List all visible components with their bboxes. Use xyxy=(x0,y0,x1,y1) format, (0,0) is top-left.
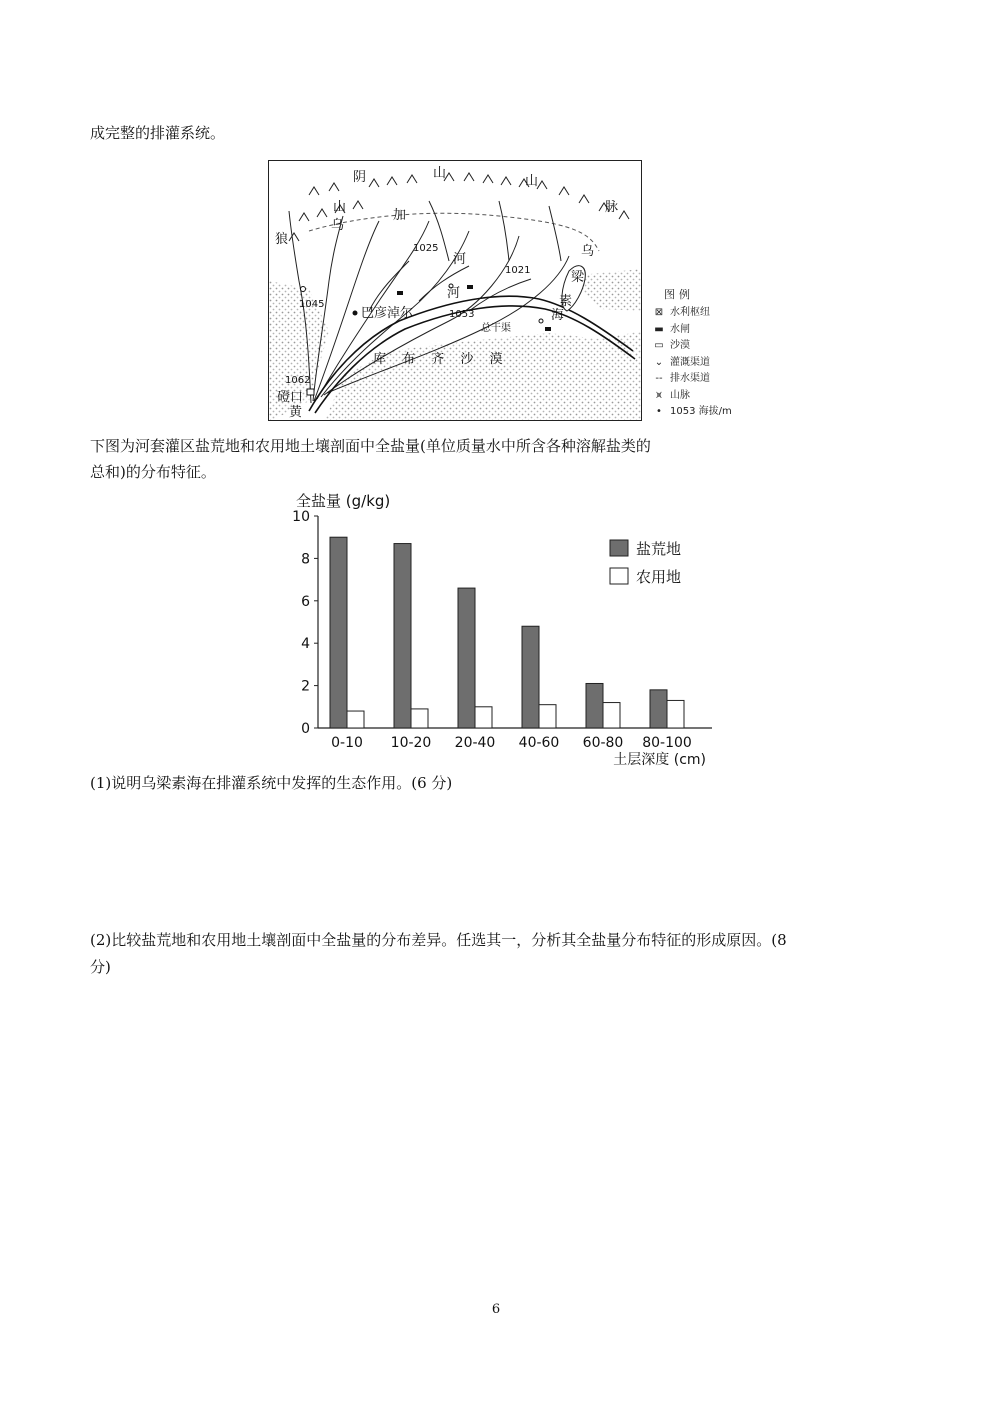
legend-label: 水利枢纽 xyxy=(670,307,710,318)
legend-symbol-icon: ▬ xyxy=(654,323,664,335)
bar xyxy=(458,588,475,728)
legend-entry: 盐荒地 xyxy=(636,540,682,558)
paragraph-line-1: 下图为河套灌区盐荒地和农用地土壤剖面中全盐量(单位质量水中所含各种溶解盐类的 xyxy=(90,437,651,455)
x-tick-label: 40-60 xyxy=(518,735,560,751)
map-svg xyxy=(269,161,642,421)
kubuqi-desert-area xyxy=(324,331,642,421)
bar xyxy=(650,690,667,728)
x-axis-label: 土层深度 (cm) xyxy=(613,752,706,768)
bar xyxy=(475,707,492,728)
bar xyxy=(394,544,411,728)
legend-swatch xyxy=(610,540,628,556)
x-tick-label: 20-40 xyxy=(454,735,496,751)
bar xyxy=(347,711,364,728)
hydro-hub-icon xyxy=(307,389,314,395)
y-tick-label: 0 xyxy=(301,721,310,737)
label-desert: 库 布 齐 沙 漠 xyxy=(373,352,509,367)
legend-label: 1053 海拔/m xyxy=(670,406,732,417)
legend-item xyxy=(652,323,690,337)
y-tick-label: 2 xyxy=(301,678,310,695)
legend-title: 图例 xyxy=(664,288,694,301)
label-wu2: 乌 xyxy=(581,244,595,259)
legend-symbol-icon: ▭ xyxy=(654,340,664,351)
label-su: 素 xyxy=(559,294,573,309)
city-point xyxy=(353,311,358,316)
label-shan2: 山 xyxy=(525,174,539,189)
bar xyxy=(522,626,539,728)
sluice-icon xyxy=(467,285,473,289)
x-tick-label: 10-20 xyxy=(390,735,432,751)
label-huang: 黄 xyxy=(289,405,303,420)
label-zongganqu: 总干渠 xyxy=(481,323,511,334)
elevation-point xyxy=(301,287,306,292)
label-dengkou: 磴口 xyxy=(277,390,304,405)
y-axis-label: 全盐量 (g/kg) xyxy=(296,492,391,510)
sluice-icon xyxy=(545,327,551,331)
map-legend xyxy=(648,284,738,420)
legend-label: 排水渠道 xyxy=(670,373,710,384)
legend-symbol-icon: -‐ xyxy=(655,373,663,384)
legend-item xyxy=(652,389,690,403)
legend-symbol-icon: • xyxy=(656,406,662,417)
bar xyxy=(603,703,620,728)
label-he2: 河 xyxy=(447,286,461,301)
salt-content-chart xyxy=(288,488,728,773)
legend-item xyxy=(652,372,710,386)
legend-label: 山脉 xyxy=(670,389,690,401)
elevation-point xyxy=(539,319,543,323)
bar xyxy=(330,537,347,728)
label-bayannaoer: 巴彦淖尔 xyxy=(361,306,414,321)
legend-item xyxy=(652,405,732,419)
label-jia: 加 xyxy=(393,208,407,223)
label-liang: 梁 xyxy=(571,270,585,285)
elevation-1021: 1021 xyxy=(505,265,531,276)
x-tick-label: 0-10 xyxy=(331,735,363,751)
elevation-1045: 1045 xyxy=(299,299,325,310)
elevation-1025: 1025 xyxy=(413,243,439,254)
y-tick-label: 4 xyxy=(301,636,310,653)
label-hai: 海 xyxy=(551,308,565,323)
x-tick-label: 60-80 xyxy=(582,735,624,751)
legend-label: 水闸 xyxy=(670,323,690,335)
hetao-irrigation-map xyxy=(268,160,642,421)
bar xyxy=(411,709,428,728)
question-2-line-2: 分) xyxy=(90,958,111,976)
elevation-1053: 1053 xyxy=(449,309,475,320)
label-wu1: 乌 xyxy=(331,218,345,233)
bar xyxy=(539,705,556,728)
question-1: (1)说明乌梁素海在排灌系统中发挥的生态作用。(6 分) xyxy=(90,774,453,792)
y-tick-label: 10 xyxy=(292,509,310,525)
intro-line: 成完整的排灌系统。 xyxy=(90,124,226,142)
legend-label: 灌溉渠道 xyxy=(670,356,710,368)
bar xyxy=(667,700,684,728)
label-mai: 脉 xyxy=(605,200,619,215)
legend-item xyxy=(652,356,710,370)
label-shan1: 山 xyxy=(433,166,447,181)
page-number: 6 xyxy=(491,1302,501,1317)
y-tick-label: 8 xyxy=(301,551,310,568)
legend-item xyxy=(652,339,690,353)
legend-entry: 农用地 xyxy=(636,568,682,586)
legend-symbol-icon: ⩙ xyxy=(656,389,662,401)
y-tick-label: 6 xyxy=(301,593,310,610)
x-tick-label: 80-100 xyxy=(642,735,692,751)
paragraph-line-2: 总和)的分布特征。 xyxy=(90,463,216,481)
legend-label: 沙漠 xyxy=(670,340,690,351)
label-he1: 河 xyxy=(453,252,467,267)
sluice-icon xyxy=(397,291,403,295)
legend-symbol-icon: ⌄ xyxy=(654,356,664,368)
legend-symbol-icon: ⊠ xyxy=(654,307,664,318)
question-2-line-1: (2)比较盐荒地和农用地土壤剖面中全盐量的分布差异。任选其一，分析其全盐量分布特征的形成原因。(8 xyxy=(90,931,787,949)
chart-svg xyxy=(288,488,728,773)
label-lang: 狼 xyxy=(275,232,289,247)
legend-item xyxy=(652,306,710,320)
label-shan3: 山 xyxy=(333,200,347,215)
label-yin: 阴 xyxy=(353,170,367,185)
elevation-1062: 1062 xyxy=(285,375,311,386)
bar xyxy=(586,683,603,728)
legend-swatch xyxy=(610,568,628,584)
